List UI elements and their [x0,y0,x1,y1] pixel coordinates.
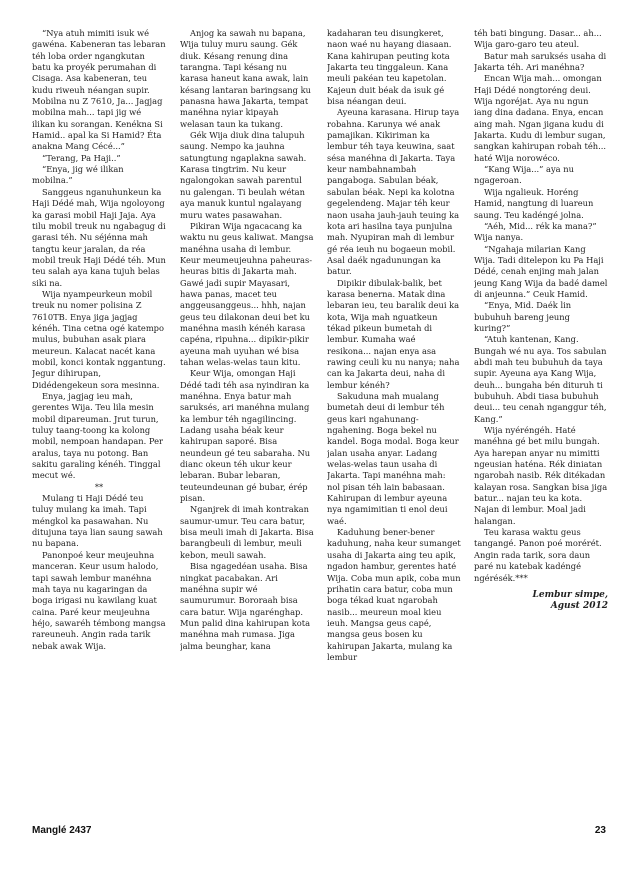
paragraph: Sanggeus nganuhunkeun ka Haji Dédé mah, Wija ngoloyong ka garasi mobil Haji Jaja. Aya tilu mobil treuk nu ngabagug di garasi téh. Nu séjénna mah tangtu keur jaralan, da réa mobil treuk Haji Dédé téh. Mun teu salah aya kana tujuh belas siki na. [32,186,166,288]
signature-place: Lembur simpe, [532,589,608,600]
paragraph: Encan Wija mah... omongan Haji Dédé nongtoréng deui. Wija ngoréjat. Aya nu ngun iang dina dadana. Enya, encan aing mah. Ngan jigana kudu di Jakarta. Kudu di lembur sugan, sangkan kahirupan robah téh... haté Wija norowéco. [474,73,607,163]
paragraph: Wija ngalieuk. Horéng Hamid, nangtung di luareun saung. Teu kadéngé jolna. [474,186,594,220]
paragraph: Gék Wija diuk dina talupuh saung. Nempo ka jauhna satungtung ngaplakna sawah. Karasa tingtrim. Nu keur ngalongokan sawah parentul nu galengan. Ti beulah wétan aya manuk kuntul ngalayang muru wates pasawahan. [180,130,307,220]
text-column-4 [474,28,608,613]
paragraph: Nganjrek di imah kontrakan saumur-umur. Teu cara batur, bisa meuli imah di Jakarta. Bisa barangbeuli di lembur, meuli kebon, meuli sawah. [180,504,314,560]
paragraph: “Kang Wija...” aya nu ngageroan. [474,164,574,186]
paragraph: Wija nyéréngéh. Haté manéhna gé bet milu bungah. Aya harepan anyar nu mimitti ngeusian haténa. Rék diniatan ngarobah nasib. Rék ditékadan kalayan rosa. Sangkan bisa jiga batur... najan teu ka kota. Najan di lembur. Moal jadi halangan. [474,425,608,526]
text-column-3 [327,28,461,663]
paragraph: Batur mah saruksés usaha di Jakarta téh. Ari manéhna? [474,50,607,73]
paragraph: Kaduhung bener-bener kaduhung, naha keur sumanget usaha di Jakarta aing teu apik, ngadon hambur, gerentes haté Wija. Coba mun apik, coba mun prihatin cara batur, coba mun boga tékad kuat ngarobah nasib... meureun moal kieu ieuh. Mangsa geus capé, mangsa geus bosen ku kahirupan Jakarta, mulang ka lembur [327,527,461,662]
paragraph: “Enya, Mid. Daék lin bubuhuh bareng jeung kuring?” [474,300,572,333]
paragraph: Sakuduna mah mualang bumetah deui di lembur téh geus kari ngahunang-ngahening. Boga bekel nu kandel. Boga modal. Boga keur jalan usaha anyar. Ladang welas-welas taun usaha di Jakarta. Tapi manéhna mah: nol pisan téh lain babasaan. Kahirupan di lembur ayeuna nya ngamimitian ti enol deui waé. [327,391,459,526]
footer-page-number: 23 [594,825,606,836]
paragraph: kadaharan teu disungkeret, naon waé nu hayang diasaan. Kana kahirupan peuting kota Jakarta teu tinggaleun. Kana meuli pakéan teu kapetolan. Kajeun duit béak da isuk gé bisa néangan deui. [327,28,452,107]
paragraph: “Nya atuh mimiti isuk wé gawéna. Kabeneran tas lebaran téh loba order ngangkutan batu ka proyék perumahan di Cisaga. Asa kabeneran, teu kudu riweuh néangan supir. Mobilna nu Z 7610, Ja... Jagjag mobilna mah... tapi jig wé ilikan ku sorangan. Kenékna Si Hamid.. apal ka Si Hamid? Éta anakna Mang Cécé...” [32,28,166,152]
paragraph: Ayeuna karasana. Hirup taya robahna. Karunya wé anak pamajikan. Kikiriman ka lembur téh taya keuwina, saat sésa manéhna di Jakarta. Taya keur nambahnambah pangaboga. Sabulan béak, sabulan béak. Nepi ka kolotna gegelendeng. Majar téh keur naon usaha jauh-jauh teuing ka kota ari hasilna taya punjulna mah. Nyupiran mah di lembur gé réa ieuh nu bogaeun mobil. Asal daék ngadunungan ka batur. [327,107,460,277]
paragraph: Dipikir dibulak-balik, bet karasa benerna. Matak dina lebaran ieu, teu baralik deui ka kota, Wija mah nguatkeun tékad pikeun bumetah di lembur. Kumaha waé resikona... najan enya asa rawing ceuli ku nu nanya; naha can ka Jakarta deui, naha di lembur kénéh? [327,277,460,390]
paragraph: Pikiran Wija ngacacang ka waktu nu geus kaliwat. Mangsa manéhna usaha di lembur. Keur meumeujeuhna paheuras-heuras bitis di Jakarta mah. Gawé jadi supir Mayasari, hawa panas, macet teu anggeusanggeus... hhh, najan geus teu dilakonan deui bet ku manéhna masih kénéh karasa capéna, ripuhna... dipikir-pikir ayeuna mah uyuhan wé bisa tahan welas-welas taun kitu. [180,220,314,367]
paragraph: Anjog ka sawah nu bapana, Wija tuluy muru saung. Gék diuk. Késang renung dina tarangna. Tapi késang nu karasa haneut kana awak, lain késang lantaran baringsang ku panasna hawa Jakarta, tempat manéhna nyiar kipayah welasan taun ka tukang. [180,28,311,129]
paragraph: Panonpoé keur meujeuhna manceran. Keur usum halodo, tapi sawah lembur manéhna mah taya nu kagaringan da boga irigasi nu kawilang kuat caina. Paré keur meujeuhna héjo, sawaréh témbong mangsa rareuneuh. Angin rada tarik nebak awak Wija. [32,549,166,651]
paragraph: “Terang, Pa Haji..” [42,152,121,163]
section-separator: ** [94,481,104,492]
paragraph: Wija nyampeurkeun mobil treuk nu nomer polisina Z 7610TB. Enya jiga jagjag kénéh. Tina cetna ogé katempo mulus, bubuhan asak piara meureun. Kalacat nacét kana mobil, konci kontak nggantung. Jegur dihirupan, Didédengekeun sora mesinna. [32,288,166,390]
text-column-2 [180,28,314,652]
paragraph: téh bati bingung. Dasar... ah... Wija garo-garo teu ateul. [474,28,602,50]
paragraph: “Enya, jig wé ilikan mobilna.” [32,164,124,186]
paragraph: “Atuh kantenan, Kang. Bungah wé nu aya. Tos sabulan abdi mah teu bubuhuh da taya supir. Ayeuna aya Kang Wija, deuh... bungaha bén dituruh ti bubuhuh. Abdi tiasa bubuhuh deui... teu cenah nganggur téh, Kang.” [474,334,607,424]
paragraph: Bisa ngagedéan usaha. Bisa ningkat pacabakan. Ari manéhna supir wé saumurumur. Bororaah bisa cara batur. Wija ngarénghap. Mun palid dina kahirupan kota manéhna mah rumasa. Jiga jalma beunghar, kana [180,561,311,651]
signature-block [474,590,608,613]
paragraph: “Ngahaja milarian Kang Wija. Tadi ditelepon ku Pa Haji Dédé, cenah enjing mah jalan jeung Kang Wija da badé damel di anjeunna.” Ceuk Hamid. [474,243,608,299]
footer-magazine-issue: Manglé 2437 [32,825,92,836]
paragraph: Keur Wija, omongan Haji Dédé tadi téh asa nyindiran ka manéhna. Enya batur mah saruksés, ari manéhna mulang ka lembur téh ngagilincing. Ladang usaha béak keur kahirupan saporé. Bisa neundeun gé teu sabaraha. Nu dianc okeun téh ukur keur lebaran. Bubar lebaran, teuteundeunan gé bubar, érép pisan. [180,368,311,504]
paragraph: “Aéh, Mid... rék ka mana?” Wija nanya. [474,220,597,243]
text-column-1 [32,28,166,652]
signature-date: Agust 2012 [550,601,608,612]
paragraph: Teu karasa waktu geus tangangé. Panon poé morérét. Angin rada tarik, sora daun paré nu katebak kadéngé ngérésék.*** [474,527,602,583]
paragraph: Mulang ti Haji Dédé teu tuluy mulang ka imah. Tapi méngkol ka pasawahan. Nu ditujuna taya lian saung sawah nu bapana. [32,493,163,549]
paragraph: Enya, jagjag ieu mah, gerentes Wija. Teu lila mesin mobil dipareuman. Jrut turun, tuluy taang-toong ka kolong mobil, nempoan handapan. Per aralus, taya nu potong. Ban sakitu garaling kénéh. Tinggal mecut wé. [32,391,163,481]
